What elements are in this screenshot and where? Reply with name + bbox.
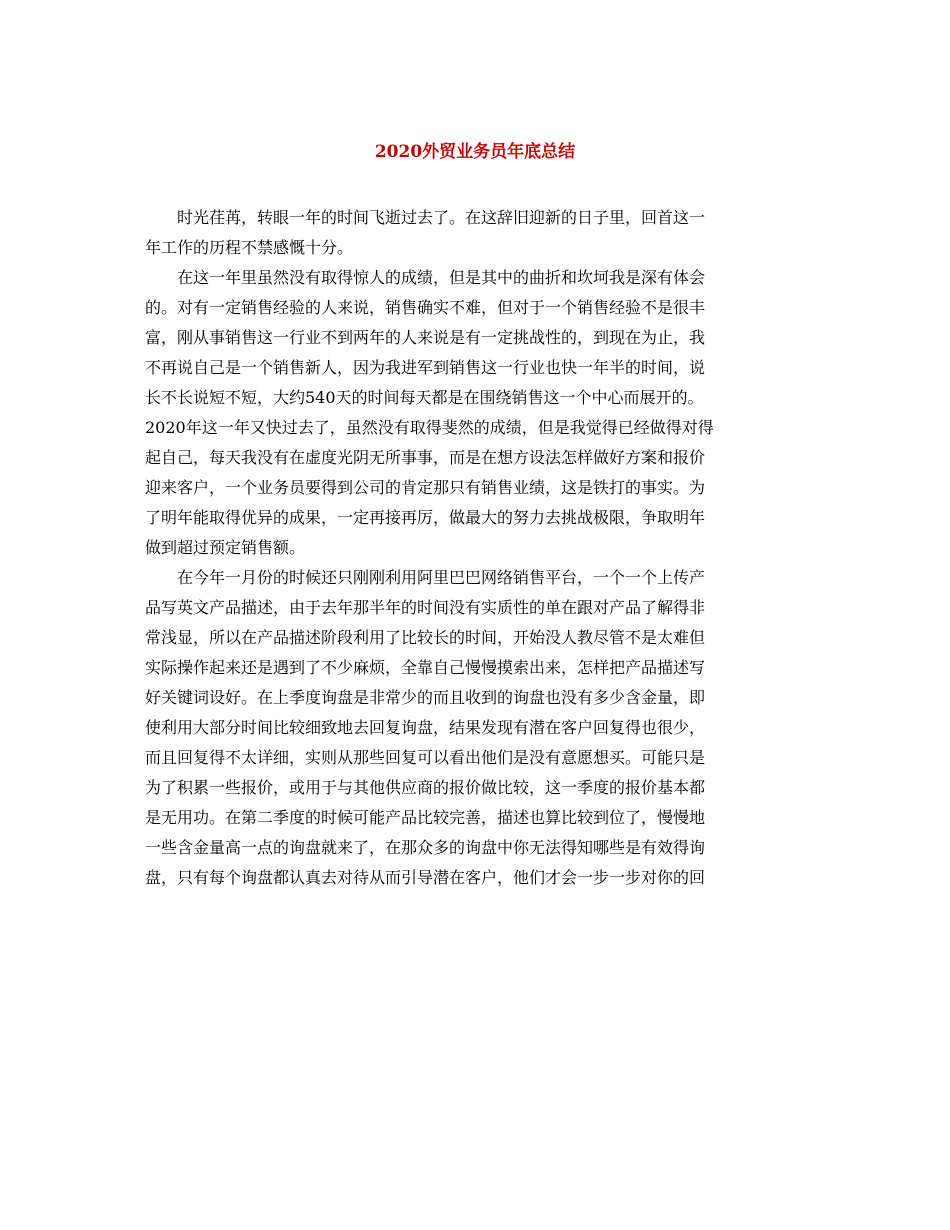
text-line: 实际操作起来还是遇到了不少麻烦，全靠自己慢慢摸索出来，怎样把产品描述写 bbox=[145, 658, 706, 677]
text-line: 不再说自己是一个销售新人，因为我进军到销售这一行业也快一年半的时间，说 bbox=[145, 358, 706, 377]
text-line: 使利用大部分时间比较细致地去回复询盘，结果发现有潜在客户回复得也很少， bbox=[145, 718, 706, 737]
text-line: 迎来客户，一个业务员要得到公司的肯定那只有销售业绩，这是铁打的事实。为 bbox=[145, 478, 706, 497]
paragraph-intro bbox=[145, 203, 815, 263]
text-line: 好关键词设好。在上季度询盘是非常少的而且收到的询盘也没有多少含金量，即 bbox=[145, 688, 706, 707]
text-line: 在今年一月份的时候还只刚刚利用阿里巴巴网络销售平台，一个一个上传产 bbox=[177, 568, 706, 587]
text-line: 了明年能取得优异的成果，一定再接再厉，做最大的努力去挑战极限，争取明年 bbox=[145, 508, 706, 527]
text-line: 品写英文产品描述，由于去年那半年的时间没有实质性的单在跟对产品了解得非 bbox=[145, 598, 706, 617]
text-line: 常浅显，所以在产品描述阶段利用了比较长的时间，开始没人教尽管不是太难但 bbox=[145, 628, 706, 647]
text-line: 长不长说短不短，大约540天的时间每天都是在围绕销售这一个中心而展开的。 bbox=[145, 388, 704, 407]
document-title: 2020外贸业务员年底总结 bbox=[374, 142, 576, 162]
text-line: 一些含金量高一点的询盘就来了，在那众多的询盘中你无法得知哪些是有效得询 bbox=[145, 838, 706, 857]
paragraph-alibaba bbox=[145, 563, 815, 893]
text-line: 为了积累一些报价，或用于与其他供应商的报价做比较，这一季度的报价基本都 bbox=[145, 778, 706, 797]
text-line: 时光荏苒，转眼一年的时间飞逝过去了。在这辞旧迎新的日子里，回首这一 bbox=[177, 208, 706, 227]
text-line: 年工作的历程不禁感慨十分。 bbox=[145, 238, 354, 257]
text-line: 2020年这一年又快过去了，虽然没有取得斐然的成绩，但是我觉得已经做得对得 bbox=[145, 418, 714, 437]
text-line: 盘，只有每个询盘都认真去对待从而引导潜在客户，他们才会一步一步对你的回 bbox=[145, 868, 706, 887]
document-body bbox=[145, 203, 815, 893]
text-line: 富，刚从事销售这一行业不到两年的人来说是有一定挑战性的，到现在为止，我 bbox=[145, 328, 706, 347]
text-line: 而且回复得不太详细，实则从那些回复可以看出他们是没有意愿想买。可能只是 bbox=[145, 748, 706, 767]
text-line: 做到超过预定销售额。 bbox=[145, 538, 306, 557]
text-line: 起自己，每天我没有在虚度光阴无所事事，而是在想方设法怎样做好方案和报价 bbox=[145, 448, 706, 467]
paragraph-reflection bbox=[145, 263, 815, 563]
text-line: 在这一年里虽然没有取得惊人的成绩，但是其中的曲折和坎坷我是深有体会 bbox=[177, 268, 706, 287]
text-line: 是无用功。在第二季度的时候可能产品比较完善，描述也算比较到位了，慢慢地 bbox=[145, 808, 706, 827]
text-line: 的。对有一定销售经验的人来说，销售确实不难，但对于一个销售经验不是很丰 bbox=[145, 298, 706, 317]
